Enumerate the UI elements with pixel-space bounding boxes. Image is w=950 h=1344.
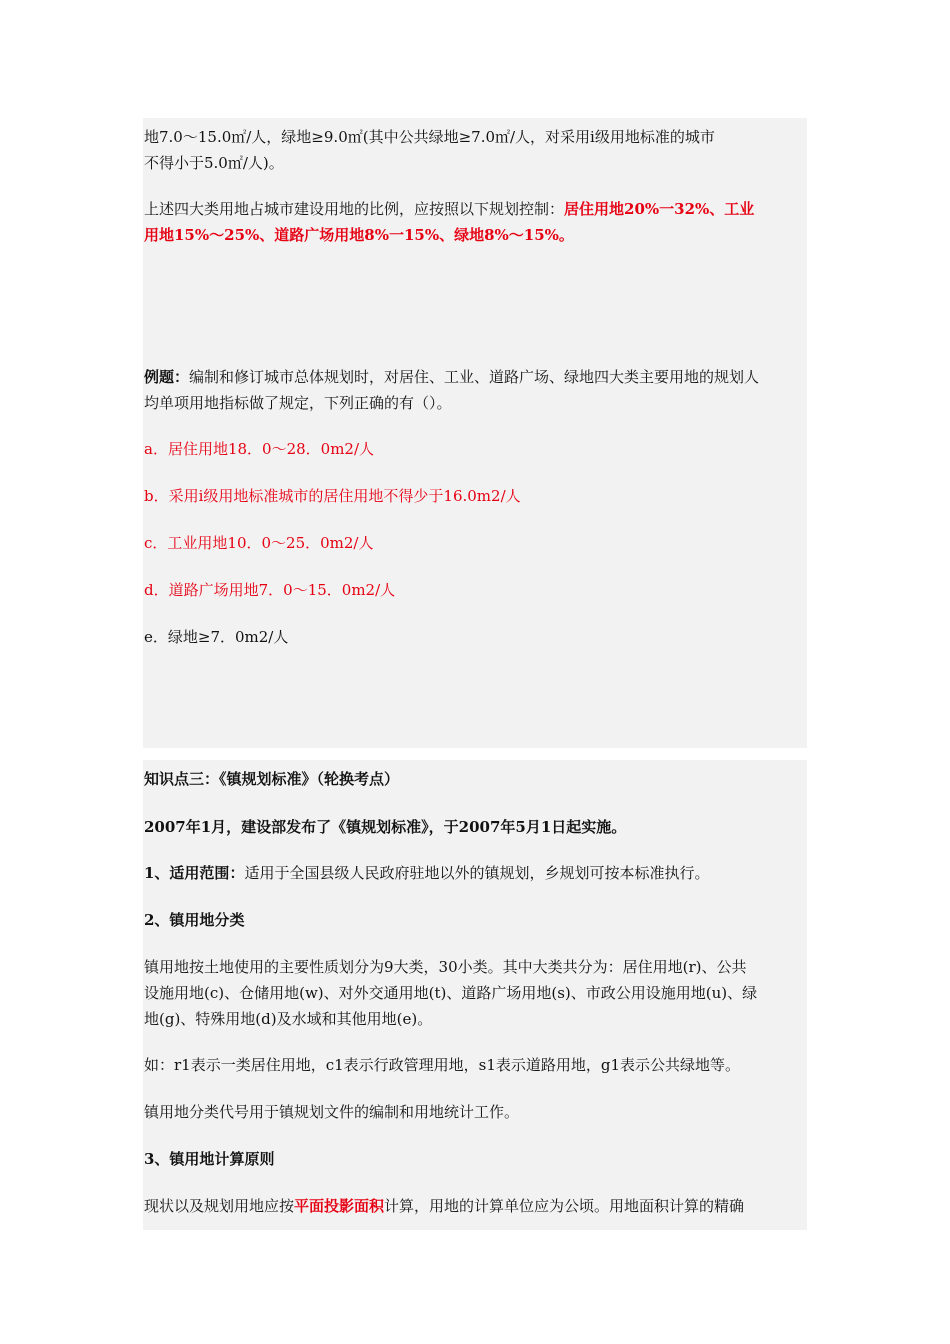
calc-heading: 3、镇用地计算原则 [144,1150,275,1168]
option-e: e．绿地≥7．0m2/人 [144,628,289,646]
example-question: 编制和修订城市总体规划时，对居住、工业、道路广场、绿地四大类主要用地的规划人 [189,368,760,386]
option-d: d．道路广场用地7．0～15．0m2/人 [144,581,396,599]
knowledge-title: 知识点三：《镇规划标准》（轮换考点） [144,770,400,788]
classify-line-1: 镇用地按土地使用的主要性质划分为9大类，30小类。其中大类共分为：居住用地(r)、公共 [144,958,747,976]
calc-highlight: 平面投影面积 [294,1197,385,1215]
classify-line-2: 设施用地(c)、仓储用地(w)、对外交通用地(t)、道路广场用地(s)、市政公用设施用地(u)、绿 [144,984,758,1002]
calc-pre: 现状以及规划用地应按 [144,1197,295,1215]
classify-heading: 2、镇用地分类 [144,911,245,929]
example-label: 例题： [144,368,190,386]
release-note: 2007年1月，建设部发布了《镇规划标准》，于2007年5月1日起实施。 [144,818,627,836]
example-line-2: 均单项用地指标做了规定，下列正确的有（）。 [144,394,452,412]
standard-line-1: 地7.0～15.0㎡/人，绿地≥9.0㎡(其中公共绿地≥7.0㎡/人，对采用i级用地标准的城市 [144,128,715,146]
classify-line-3: 地(g)、特殊用地(d)及水域和其他用地(e)。 [144,1010,433,1028]
ratio-line-2: 用地15%～25%、道路广场用地8%一15%、绿地8%～15%。 [144,226,574,244]
scope-text: 适用于全国县级人民政府驻地以外的镇规划，乡规划可按本标准执行。 [244,864,710,882]
ratio-intro: 上述四大类用地占城市建设用地的比例，应按照以下规划控制： [144,200,565,218]
ratio-line-1 [144,196,808,222]
option-c: c．工业用地10．0～25．0m2/人 [144,534,374,552]
code-examples: 如：r1表示一类居住用地，c1表示行政管理用地，s1表示道路用地，g1表示公共绿地等。 [144,1056,741,1074]
ratio-highlight-1: 居住用地20%一32%、工业 [564,200,755,218]
scope-line [144,860,808,886]
example-line-1 [144,364,808,390]
codes-usage: 镇用地分类代号用于镇规划文件的编制和用地统计工作。 [144,1103,520,1121]
option-b: b．采用i级用地标准城市的居住用地不得少于16.0m2/人 [144,487,521,505]
option-a: a．居住用地18．0～28．0m2/人 [144,440,375,458]
calc-line [144,1193,808,1219]
scope-label: 1、适用范围： [144,864,245,882]
calc-post: 计算，用地的计算单位应为公顷。用地面积计算的精确 [384,1197,745,1215]
standard-line-2: 不得小于5.0㎡/人)。 [144,154,284,172]
